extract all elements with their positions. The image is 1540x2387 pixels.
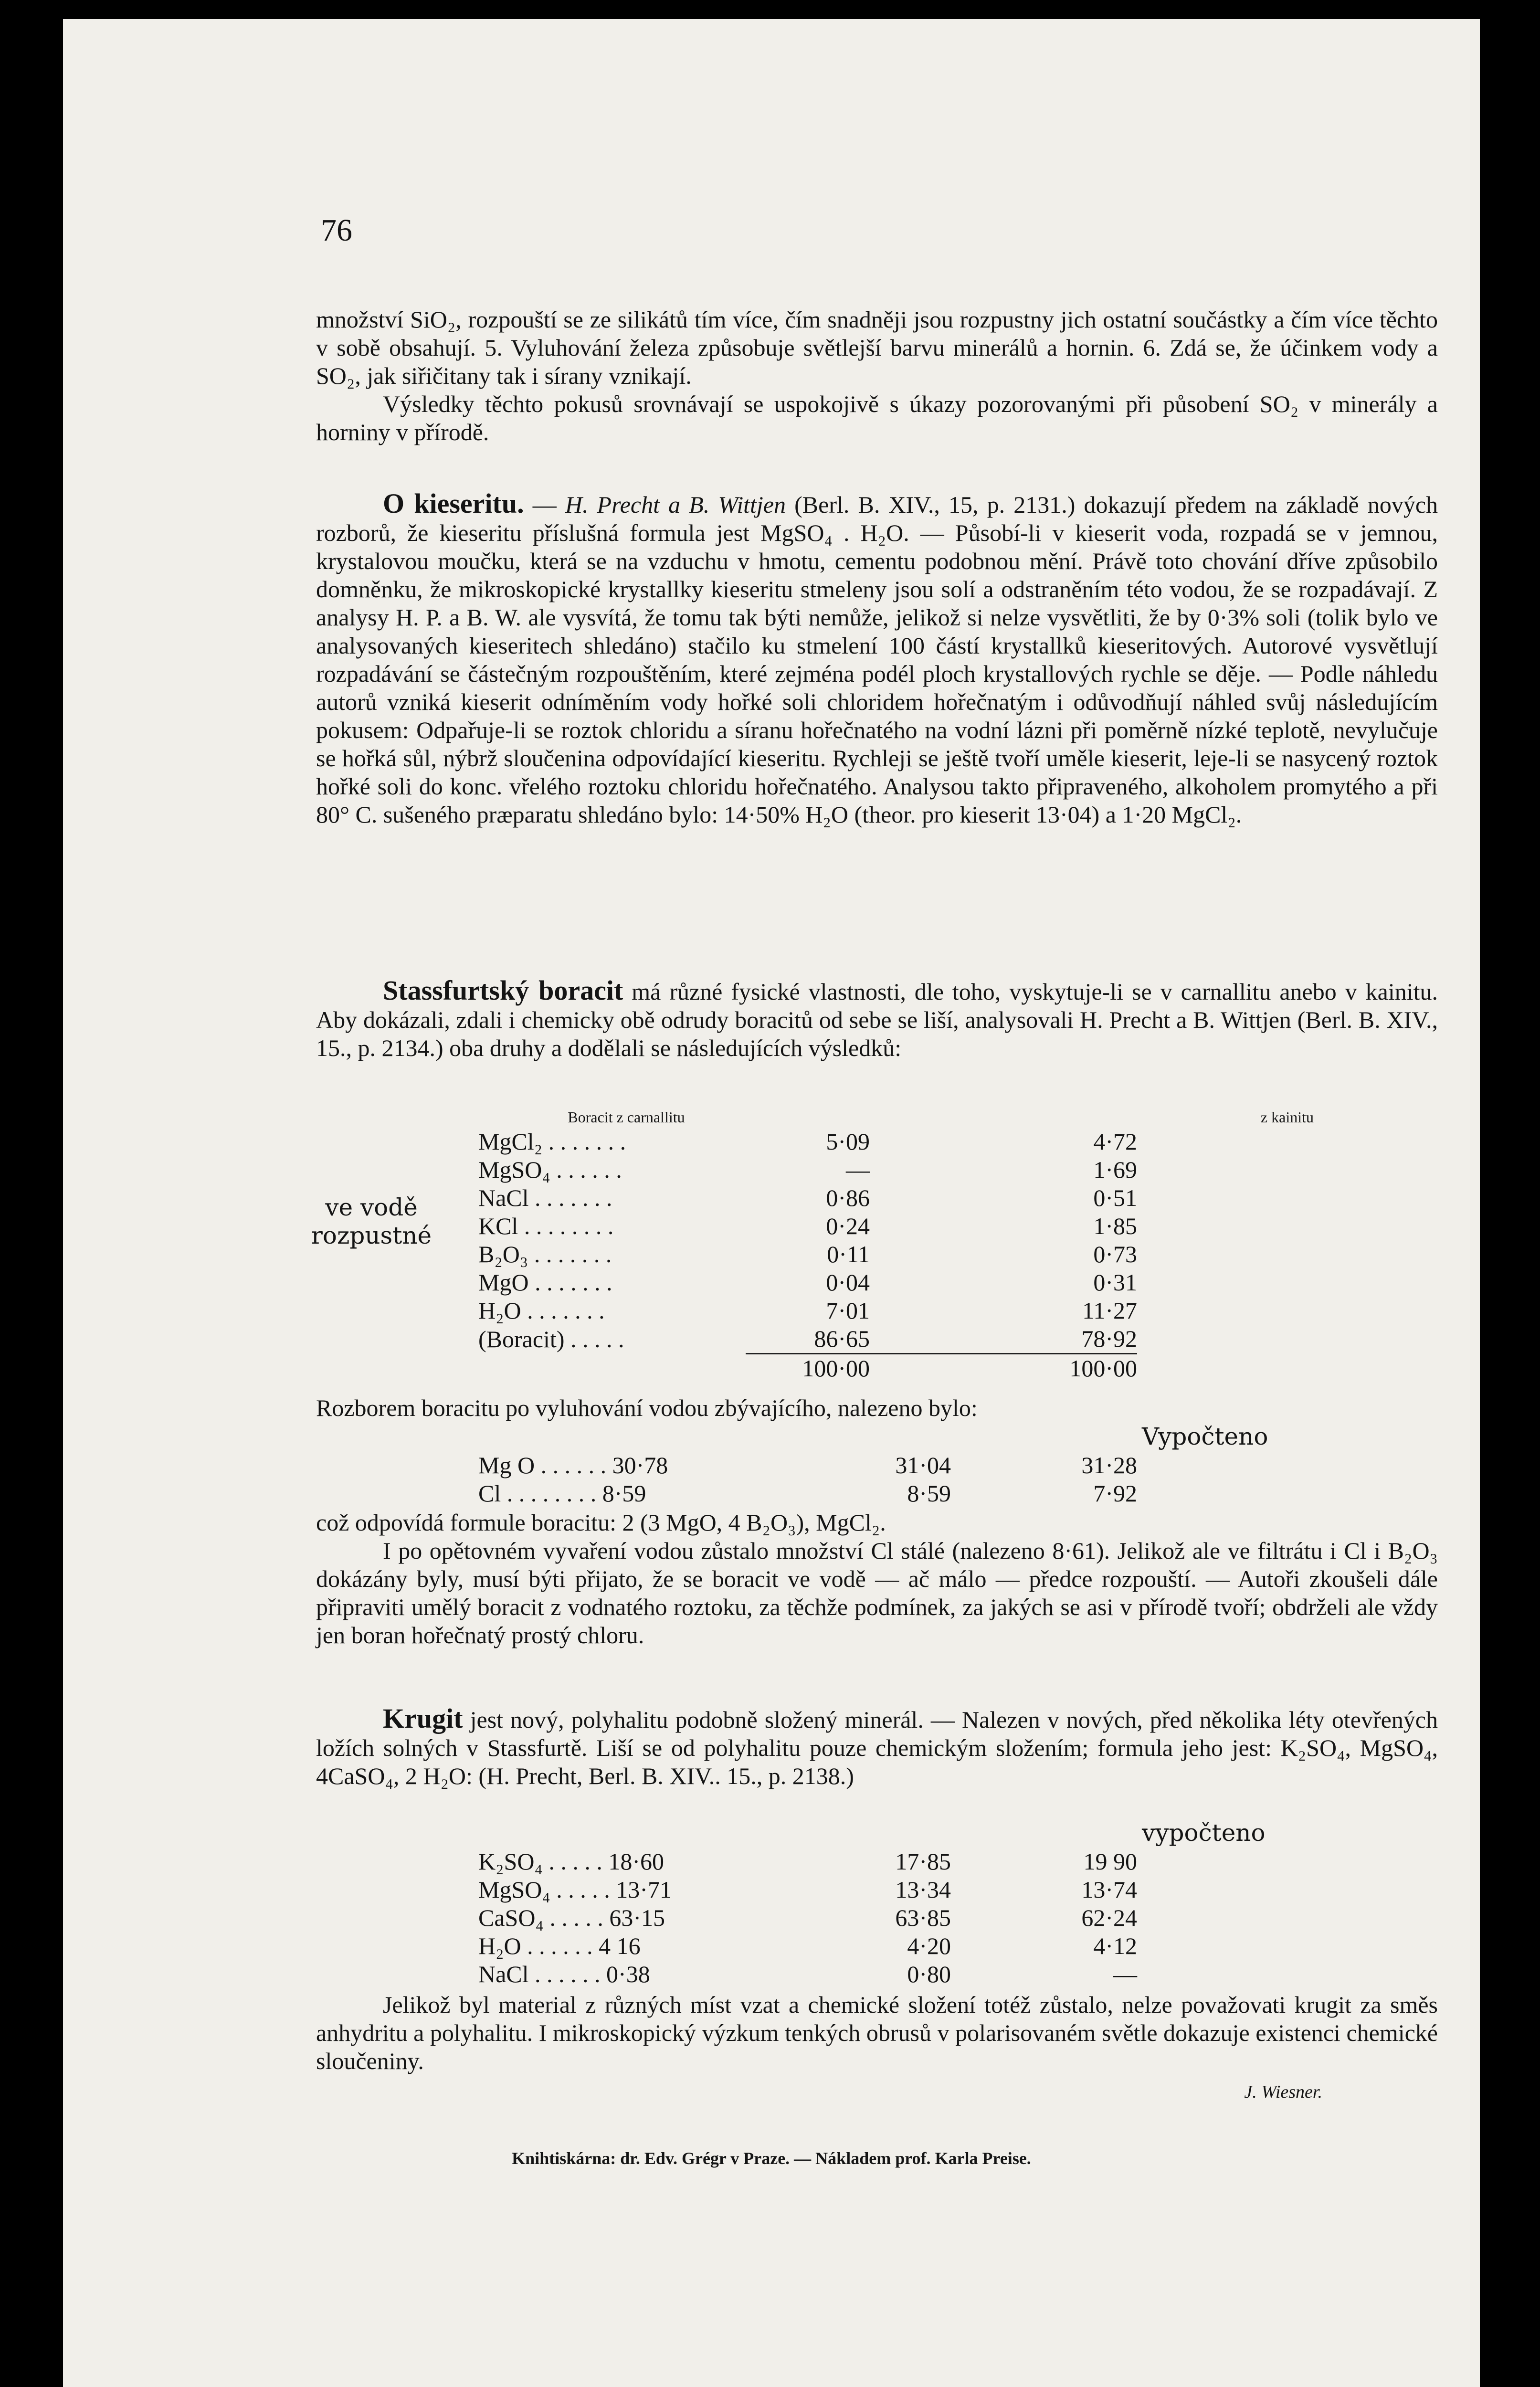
table-cell-label: KCl . . . . . . . . xyxy=(478,1213,614,1239)
table-cell-value: 86·65 xyxy=(814,1325,870,1352)
section-heading: Krugit xyxy=(383,1703,463,1734)
krugit-rows xyxy=(478,1848,1137,1988)
table-row xyxy=(478,1184,1137,1212)
table-cell-label: NaCl . . . . . . . xyxy=(478,1184,612,1211)
table-cell-value: 100·00 xyxy=(870,1354,1137,1383)
table-cell-value: 0·31 xyxy=(1093,1269,1137,1296)
table-cell-label: NaCl . . . . . . 0·38 xyxy=(478,1961,650,1987)
table-cell-label xyxy=(478,1354,746,1383)
side-label: ve vodě rozpustné xyxy=(311,1194,432,1249)
page xyxy=(63,19,1480,2387)
table-row xyxy=(478,1904,1137,1932)
table-row xyxy=(478,1128,1137,1156)
table-row xyxy=(478,1960,1137,1988)
table-cell-label: Cl . . . . . . . . 8·59 xyxy=(478,1480,646,1507)
table-cell-value: 78·92 xyxy=(1081,1325,1137,1352)
kieserit-section: O kieseritu. — H. Precht a B. Wittjen (Berl. B. XIV., 15, p. 2131.) dokazují předem na základě nových rozborů, že kieseritu příslušná formula jest MgSO₄ . H₂O. — Působí-li v kieserit voda, rozpadá se v jemnou, krystalovou moučku, která se na vzduchu v hmotu, cementu podobnou mění. Právě toto chování dříve způsobilo domněnku, že mikroskopické krystallky kieseritu stmeleny jsou solí a odstraněním této vodou, že se rozpadávají. Z analysy H. P. a B. W. ale vysvítá, že tomu tak býti nemůže, jelikož si nelze vysvětliti, že by 0·3% soli (tolik bylo ve analysovaných kieseritech shledáno) stačilo ku stmelení 100 částí krystallků kieseritových. Autorové vysvětlují rozpadávání se částečným rozpouštěním, které zejména podél ploch krystallových rychle se děje. — Podle náhledu autorů vzniká kieserit odníměním vody hořké soli chloridem hořečnatým i odůvodňují náhled svůj následujícím pokusem: Odpařuje-li se roztok chloridu a síranu hořečnatého na vodní lázni při poměrně nízké teplotě, nevylučuje se hořká sůl, nýbrž sloučenina odpovídající kieseritu. Rychleji se ještě tvoří uměle kieserit, leje-li se nasycený roztok hořké soli do konc. vřelého roztoku chloridu hořečnatého. Analysou takto připraveného, alkoholem promytého a při 80° C. sušeného præparatu shledáno bylo: 14·50% H₂O (theor. pro kieserit 13·04) a 1·20 MgCl₂. xyxy=(316,488,1438,828)
boracit-table: Boracit z carnallitu z kainitu xyxy=(568,1109,1314,1126)
calc-heading: Vypočteno xyxy=(1142,1423,1268,1450)
calc-heading: vypočteno xyxy=(1142,1819,1266,1847)
boracit-section xyxy=(316,976,1438,1062)
table-cell-value: 4·72 xyxy=(1093,1128,1137,1155)
table-cell-value: 0·80 xyxy=(907,1961,951,1987)
page-number: 76 xyxy=(321,213,352,248)
table-row xyxy=(478,1876,1137,1904)
table-row xyxy=(478,1354,1137,1383)
table-cell-label: CaSO₄ . . . . . 63·15 xyxy=(478,1904,665,1931)
table-cell-value: 0·24 xyxy=(826,1213,870,1239)
table-row xyxy=(478,1212,1137,1240)
table-row xyxy=(478,1325,1137,1354)
table-cell-value: 19 90 xyxy=(1083,1848,1137,1875)
table-row xyxy=(478,1268,1137,1297)
table-cell-value: 11·27 xyxy=(1082,1297,1137,1324)
paragraph: (Berl. B. XIV., 15, p. 2131.) dokazují předem na základě nových rozborů, že kieseritu příslušná formula jest MgSO₄ . H₂O. — Působí-li v kieserit voda, rozpadá se v jemnou, krystalovou moučku, která se na vzduchu v hmotu, cementu podobnou mění. Právě toto chování dříve způsobilo domněnku, že mikroskopické krystallky kieseritu stmeleny jsou solí a odstraněním této vodou, že se rozpadávají. Z analysy H. P. a B. W. ale vysvítá, že tomu tak býti nemůže, jelikož si nelze vysvětliti, že by 0·3% soli (tolik bylo ve analysovaných kieseritech shledáno) stačilo ku stmelení 100 částí krystallků kieseritových. Autorové vysvětlují rozpadávání se částečným rozpouštěním, které zejména podél ploch krystallových rychle se děje. — Podle náhledu autorů vzniká kieserit odníměním vody hořké soli chloridem hořečnatým i odůvodňují náhled svůj následujícím pokusem: Odpařuje-li se roztok chloridu a síranu hořečnatého na vodní lázni při poměrně nízké teplotě, nevylučuje se hořká sůl, nýbrž sloučenina odpovídající kieseritu. Rychleji se ještě tvoří uměle kieserit, leje-li se nasycený roztok hořké soli do konc. vřelého roztoku chloridu hořečnatého. Analysou takto připraveného, alkoholem promytého a při 80° C. sušeného præparatu shledáno bylo: 14·50% H₂O (theor. pro kieserit 13·04) a 1·20 MgCl₂. xyxy=(316,491,1438,828)
table-cell-value: 100·00 xyxy=(746,1354,870,1383)
rozbor-block: Rozborem boracitu po vyluhování vodou zbývajícího, nalezeno bylo: xyxy=(316,1394,978,1421)
printer-line: Knihtiskárna: dr. Edv. Grégr v Praze. — Nákladem prof. Karla Preise. xyxy=(512,2149,1031,2168)
signature: J. Wiesner. xyxy=(1244,2082,1322,2102)
paragraph: množství SiO₂, rozpouští se ze silikátů tím více, čím snadněji jsou rozpustny jich ostatní součástky a čím více těchto v sobě obsahují. 5. Vyluhování železa způsobuje světlejší barvu minerálů a hornin. 6. Zdá se, že účinkem vody a SO₂, jak siřičitany tak i sírany vznikají. xyxy=(316,306,1438,389)
table-row xyxy=(478,1932,1137,1960)
table-row xyxy=(478,1848,1137,1876)
section-heading: Stassfurtský boracit xyxy=(383,975,623,1006)
table-row xyxy=(478,1451,1137,1479)
table-cell-value: 62·24 xyxy=(1081,1904,1137,1931)
table-cell-label: (Boracit) . . . . . xyxy=(478,1325,624,1352)
table-row xyxy=(478,1156,1137,1184)
table-cell-label: H₂O . . . . . . 4 16 xyxy=(478,1933,641,1959)
table-row xyxy=(478,1297,1137,1325)
table-cell-value: 1·69 xyxy=(1093,1156,1137,1183)
table-cell-value: 0·51 xyxy=(1093,1184,1137,1211)
table-cell-value: 5·09 xyxy=(826,1128,870,1155)
intro-block xyxy=(316,306,1438,446)
author-citation: H. Precht a B. Wittjen xyxy=(565,491,786,518)
table-row xyxy=(478,1479,1137,1508)
rozbor-rows xyxy=(478,1451,1137,1508)
table-cell-value: 63·85 xyxy=(895,1904,951,1931)
table-cell-value: 17·85 xyxy=(895,1848,951,1875)
table-cell-label: MgCl₂ . . . . . . . xyxy=(478,1128,626,1155)
section-heading: O kieseritu. xyxy=(383,488,524,519)
table-cell-value: 0·73 xyxy=(1093,1241,1137,1267)
table-cell-value: 0·04 xyxy=(826,1269,870,1296)
table-cell-label: MgSO₄ . . . . . . xyxy=(478,1156,622,1183)
table-cell-value: 13·34 xyxy=(895,1876,951,1903)
table-cell-value: 31·28 xyxy=(1081,1452,1137,1479)
table-cell-value: 4·20 xyxy=(907,1933,951,1959)
krugit-conclusion: Jelikož byl material z různých míst vzat a chemické složení totéž zůstalo, nelze považovati krugit za směs anhydritu a polyhalitu. I mikroskopický výzkum tenkých obrusů v polarisovaném světle dokazuje existenci chemické sloučeniny. xyxy=(316,1991,1438,2074)
table-cell-value: 1·85 xyxy=(1093,1213,1137,1239)
table-cell-label: K₂SO₄ . . . . . 18·60 xyxy=(478,1848,665,1875)
table-cell-value: 0·11 xyxy=(827,1241,870,1267)
table-cell-value: — xyxy=(846,1156,870,1183)
table-cell-label: MgSO₄ . . . . . 13·71 xyxy=(478,1876,672,1903)
krugit-section: Krugit jest nový, polyhalitu podobně složený minerál. — Nalezen v nových, před několika léty otevřených ložích solných v Stassfurtě. Liší se od polyhalitu pouze chemickým složením; formula jeho jest: K₂SO₄, MgSO₄, 4CaSO₄, 2 H₂O: (H. Precht, Berl. B. XIV.. 15., p. 2138.) xyxy=(316,1703,1438,1789)
paragraph: Výsledky těchto pokusů srovnávají se uspokojivě s úkazy pozorovanými při působení SO₂ v minerály a horniny v přírodě. xyxy=(316,391,1438,445)
table-cell-value: 0·86 xyxy=(826,1184,870,1211)
table-cell-value: 7·01 xyxy=(826,1297,870,1324)
boracit-rows xyxy=(478,1128,1137,1383)
table-cell-label: MgO . . . . . . . xyxy=(478,1269,612,1296)
table-cell-value: 13·74 xyxy=(1081,1876,1137,1903)
table-cell-value: 7·92 xyxy=(1093,1480,1137,1507)
table-cell-label: H₂O . . . . . . . xyxy=(478,1297,605,1324)
boracit-conclusion: což odpovídá formule boracitu: 2 (3 MgO, 4 B₂O₃), MgCl₂. I po opětovném vyvaření vodou zůstalo množství Cl stálé (nalezeno 8·61). Jelikož ale ve filtrátu i Cl i B₂O₃ dokázány byly, musí býti přijato, že se boracit ve vodě — ač málo — předce rozpouští. — Autoři zkoušeli dále připraviti umělý boracit z vodnatého roztoku, za těchže podmínek, za jakých se asi v přírodě tvoří; obdrželi ale vždy jen boran hořečnatý prostý chloru. xyxy=(316,1509,1438,1648)
table-cell-label: Mg O . . . . . . 30·78 xyxy=(478,1452,668,1479)
table-cell-value: 31·04 xyxy=(895,1452,951,1479)
table-cell-value: — xyxy=(1113,1961,1137,1987)
table-row xyxy=(478,1240,1137,1268)
table-cell-label: B₂O₃ . . . . . . . xyxy=(478,1241,612,1267)
table-cell-value: 4·12 xyxy=(1093,1933,1137,1959)
table-cell-value: 8·59 xyxy=(907,1480,951,1507)
paragraph: má různé fysické vlastnosti, dle toho, vyskytuje-li se v carnallitu anebo v kainitu. Aby dokázali, zdali i chemicky obě odrudy boracitů od sebe se liší, analysovali H. Precht a B. Wittjen (Berl. B. XIV., 15., p. 2134.) oba druhy a dodělali se následujících výsledků: xyxy=(316,978,1438,1061)
